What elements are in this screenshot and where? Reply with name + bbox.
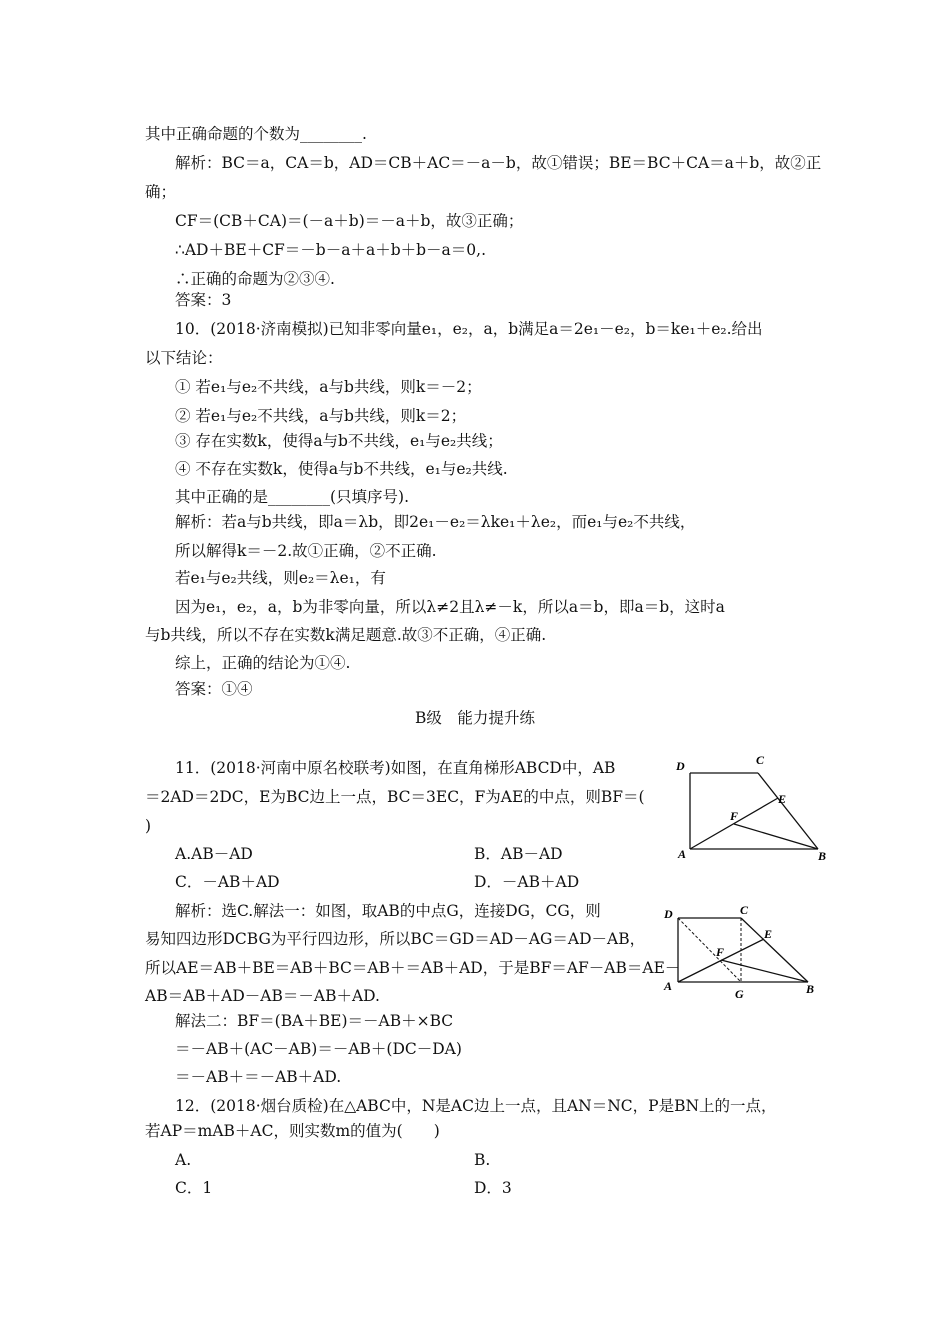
q11-line-2: ＝2AD＝2DC，E为BC边上一点，BC＝3EC，F为AE的中点，则BF＝( bbox=[145, 788, 645, 806]
label-g: G bbox=[735, 987, 744, 1001]
sol-line-2: 易知四边形DCBG为平行四边形，所以BC＝GD＝AD－AG＝AD－AB， bbox=[145, 930, 646, 948]
sol-line-4: AB＝AB＋AD－AB＝－AB＋AD. bbox=[145, 987, 380, 1005]
label-d: D bbox=[664, 907, 673, 921]
line-3: 确； bbox=[145, 183, 177, 201]
q12-line-1: 12．(2018·烟台质检)在△ABC中，N是AC边上一点，且AN＝NC，P是BN上的一点， bbox=[175, 1097, 777, 1115]
q11-line-1: 11．(2018·河南中原名校联考)如图，在直角梯形ABCD中，AB bbox=[175, 759, 616, 777]
line-2: 解析：BC＝a，CA＝b，AD＝CB＋AC＝－a－b，故①错误；BE＝BC＋CA＝a＋b，故②正 bbox=[175, 154, 822, 172]
line-6: ∴正确的命题为②③④. bbox=[175, 270, 335, 288]
label-a: A bbox=[678, 847, 687, 861]
trapezoid-figure-1 bbox=[670, 740, 840, 865]
sol-line-3: 所以AE＝AB＋BE＝AB＋BC＝AB＋＝AB＋AD，于是BF＝AF－AB＝AE－ bbox=[145, 959, 681, 977]
line-15: 解析：若a与b共线，即a＝λb，即2e₁－e₂＝λke₁＋λe₂，而e₁与e₂不共线， bbox=[175, 513, 696, 531]
line-19: 与b共线，所以不存在实数k满足题意.故③不正确，④正确. bbox=[145, 626, 547, 644]
line-20: 综上，正确的结论为①④. bbox=[175, 654, 351, 672]
q11-option-a: A.AB－AD bbox=[175, 845, 253, 863]
q11-option-d: D．－AB＋AD bbox=[474, 873, 580, 891]
label-c: C bbox=[740, 903, 749, 917]
label-f: F bbox=[716, 945, 725, 959]
sol-line-5: 解法二：BF＝(BA＋BE)＝－AB＋×BC bbox=[175, 1012, 454, 1030]
line-17: 若e₁与e₂共线，则e₂＝λe₁，有 bbox=[175, 569, 386, 587]
line-5: ∴AD＋BE＋CF＝－b－a＋a＋b＋b－a＝0,. bbox=[175, 241, 487, 259]
sol-line-7: ＝－AB＋＝－AB＋AD. bbox=[175, 1068, 342, 1086]
sol-line-1: 解析：选C.解法一：如图，取AB的中点G，连接DG，CG，则 bbox=[175, 902, 601, 920]
label-c: C bbox=[756, 753, 765, 767]
q11-option-c: C．－AB＋AD bbox=[175, 873, 280, 891]
label-b: B bbox=[806, 982, 815, 996]
line-7: 答案：3 bbox=[175, 291, 232, 309]
q12-option-c: C．1 bbox=[175, 1179, 213, 1197]
line-10: ① 若e₁与e₂不共线，a与b共线，则k＝－2； bbox=[175, 378, 482, 396]
line-1: 其中正确命题的个数为________. bbox=[145, 125, 367, 143]
label-d: D bbox=[676, 759, 685, 773]
line-8: 10．(2018·济南模拟)已知非零向量e₁，e₂，a，b满足a＝2e₁－e₂，b＝ke₁＋e₂.给出 bbox=[175, 320, 763, 338]
q11-line-3: ) bbox=[145, 817, 152, 835]
sol-line-6: ＝－AB＋(AC－AB)＝－AB＋(DC－DA) bbox=[175, 1040, 462, 1058]
label-e: E bbox=[764, 927, 773, 941]
line-13: ④ 不存在实数k，使得a与b不共线，e₁与e₂共线. bbox=[175, 460, 508, 478]
line-12: ③ 存在实数k，使得a与b不共线，e₁与e₂共线； bbox=[175, 432, 503, 450]
section-heading: B级 能力提升练 bbox=[415, 709, 535, 727]
q11-option-b: B．AB－AD bbox=[474, 845, 563, 863]
line-11: ② 若e₁与e₂不共线，a与b共线，则k＝2； bbox=[175, 407, 467, 425]
q12-line-2: 若AP＝mAB＋AC，则实数m的值为( ) bbox=[145, 1122, 440, 1140]
label-b: B bbox=[818, 849, 827, 863]
q12-option-a: A. bbox=[175, 1151, 192, 1169]
label-e: E bbox=[778, 792, 787, 806]
label-a: A bbox=[664, 979, 673, 993]
q12-option-d: D．3 bbox=[474, 1179, 512, 1197]
line-21: 答案：①④ bbox=[175, 680, 253, 698]
line-4: CF＝(CB＋CA)＝(－a＋b)＝－a＋b，故③正确； bbox=[175, 212, 524, 230]
line-9: 以下结论： bbox=[145, 349, 223, 367]
q12-option-b: B. bbox=[474, 1151, 491, 1169]
line-18: 因为e₁，e₂，a，b为非零向量，所以λ≠2且λ≠－k，所以a＝b，即a＝b，这时a bbox=[175, 598, 725, 616]
trapezoid-figure-2 bbox=[660, 898, 835, 1010]
label-f: F bbox=[730, 809, 739, 823]
line-14: 其中正确的是________(只填序号). bbox=[175, 488, 410, 506]
line-16: 所以解得k＝－2.故①正确，②不正确. bbox=[175, 542, 437, 560]
